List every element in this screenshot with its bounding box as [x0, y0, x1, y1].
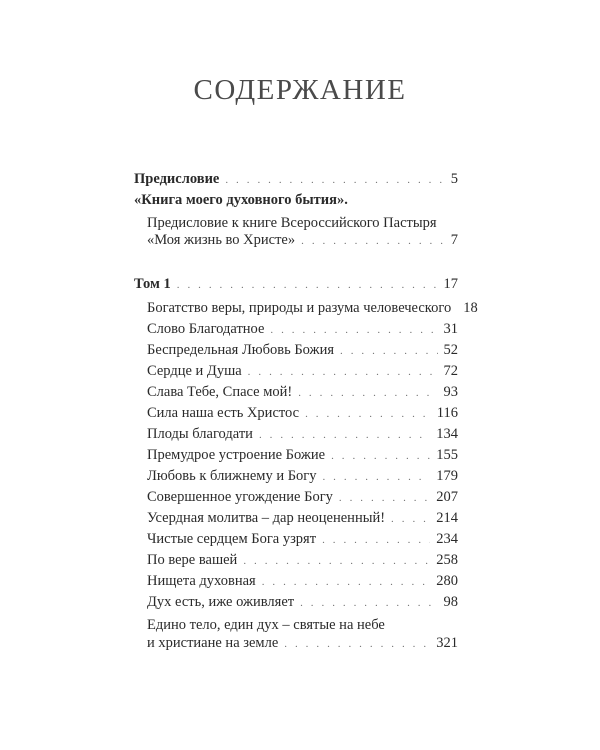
toc-entry[interactable]: [147, 384, 458, 402]
toc-page-number: 7: [450, 232, 458, 248]
toc-entry-label: Слово Благодатное: [147, 321, 265, 337]
toc-entry-label: и христиане на земле: [147, 635, 279, 651]
toc-entry-label: Усердная молитва – дар неоцененный!: [147, 510, 386, 526]
toc-entry-label: Любовь к ближнему и Богу: [147, 468, 317, 484]
toc-entry-label: Премудрое устроение Божие: [147, 447, 326, 463]
toc-entry-label: Нищета духовная: [147, 573, 256, 589]
toc-page-number: 17: [443, 276, 458, 292]
toc-leader: [305, 406, 431, 423]
toc-leader: [322, 532, 430, 549]
toc-entry[interactable]: [147, 447, 458, 465]
toc-page-number: 5: [450, 171, 458, 187]
toc-page-number: 31: [443, 321, 458, 337]
toc-leader: [177, 277, 438, 294]
toc-leader: [284, 636, 430, 653]
toc-leader: [259, 427, 430, 444]
toc-page-number: 98: [443, 594, 458, 610]
toc-entry[interactable]: [147, 363, 458, 381]
toc-entry[interactable]: [147, 552, 458, 570]
toc-leader: [270, 322, 437, 339]
toc-entry-label: Чистые сердцем Бога узрят: [147, 531, 317, 547]
toc-page-number: 321: [436, 635, 458, 651]
toc-book-title: «Книга моего духовного бытия».: [134, 192, 348, 208]
toc-leader: [322, 469, 430, 486]
toc-leader: [300, 595, 437, 612]
toc-leader: [248, 364, 438, 381]
toc-subentry-line: Предисловие к книге Всероссийского Пастыря: [147, 215, 437, 231]
toc-subentry-preface[interactable]: [147, 232, 458, 250]
toc-entry[interactable]: [147, 342, 458, 360]
toc-entry[interactable]: [147, 426, 458, 444]
toc-entry-label: Богатство веры, природы и разума человеческого: [147, 300, 452, 316]
toc-leader: [243, 553, 430, 570]
toc-page-number: 134: [436, 426, 458, 442]
toc-entry-label: По вере вашей: [147, 552, 238, 568]
toc-entry[interactable]: [147, 573, 458, 591]
toc-page-number: 93: [443, 384, 458, 400]
toc-entry-label: Плоды благодати: [147, 426, 253, 442]
toc-page-number: 155: [436, 447, 458, 463]
toc-entry-last[interactable]: [147, 635, 458, 653]
toc-entry[interactable]: [147, 510, 458, 528]
toc-entry-label: Сердце и Душа: [147, 363, 242, 379]
toc-page-number: 258: [436, 552, 458, 568]
toc-entry[interactable]: [147, 489, 458, 507]
toc-leader: [301, 233, 445, 250]
toc-page-number: 280: [436, 573, 458, 589]
toc-entry-label: Беспредельная Любовь Божия: [147, 342, 335, 358]
toc-leader: [391, 511, 430, 528]
toc-page-number: 18: [463, 300, 478, 316]
toc-leader: [225, 172, 444, 189]
toc-entry-label: Предисловие: [134, 171, 220, 187]
toc-leader: [340, 343, 437, 360]
toc-page-number: 207: [436, 489, 458, 505]
toc-page-number: 214: [436, 510, 458, 526]
toc-entry[interactable]: [147, 405, 458, 423]
toc-entry[interactable]: [147, 594, 458, 612]
toc-entry-label: Слава Тебе, Спасе мой!: [147, 384, 293, 400]
toc-leader: [262, 574, 431, 591]
toc-entry-label: Том 1: [134, 276, 171, 292]
toc-entry[interactable]: [147, 321, 458, 339]
toc-leader: [331, 448, 430, 465]
page-title: СОДЕРЖАНИЕ: [193, 74, 407, 106]
toc-entry-volume-1[interactable]: [134, 276, 458, 294]
toc-entry-label: Сила наша есть Христос: [147, 405, 300, 421]
toc-page-number: 234: [436, 531, 458, 547]
toc-leader: [339, 490, 430, 507]
toc-page-number: 179: [436, 468, 458, 484]
toc-entry-label: Дух есть, иже оживляет: [147, 594, 295, 610]
toc-entry-line: Едино тело, един дух – святые на небе: [147, 617, 385, 633]
toc-entry-preface[interactable]: [134, 171, 458, 189]
toc-page-number: 52: [443, 342, 458, 358]
toc-entry[interactable]: [147, 531, 458, 549]
toc-entry-label: «Моя жизнь во Христе»: [147, 232, 296, 248]
toc-entry-label: Совершенное угождение Богу: [147, 489, 333, 505]
toc-leader: [298, 385, 437, 402]
toc-entry[interactable]: [147, 468, 458, 486]
toc-page-number: 116: [436, 405, 458, 421]
toc-page-number: 72: [443, 363, 458, 379]
toc-entry[interactable]: [147, 300, 478, 318]
